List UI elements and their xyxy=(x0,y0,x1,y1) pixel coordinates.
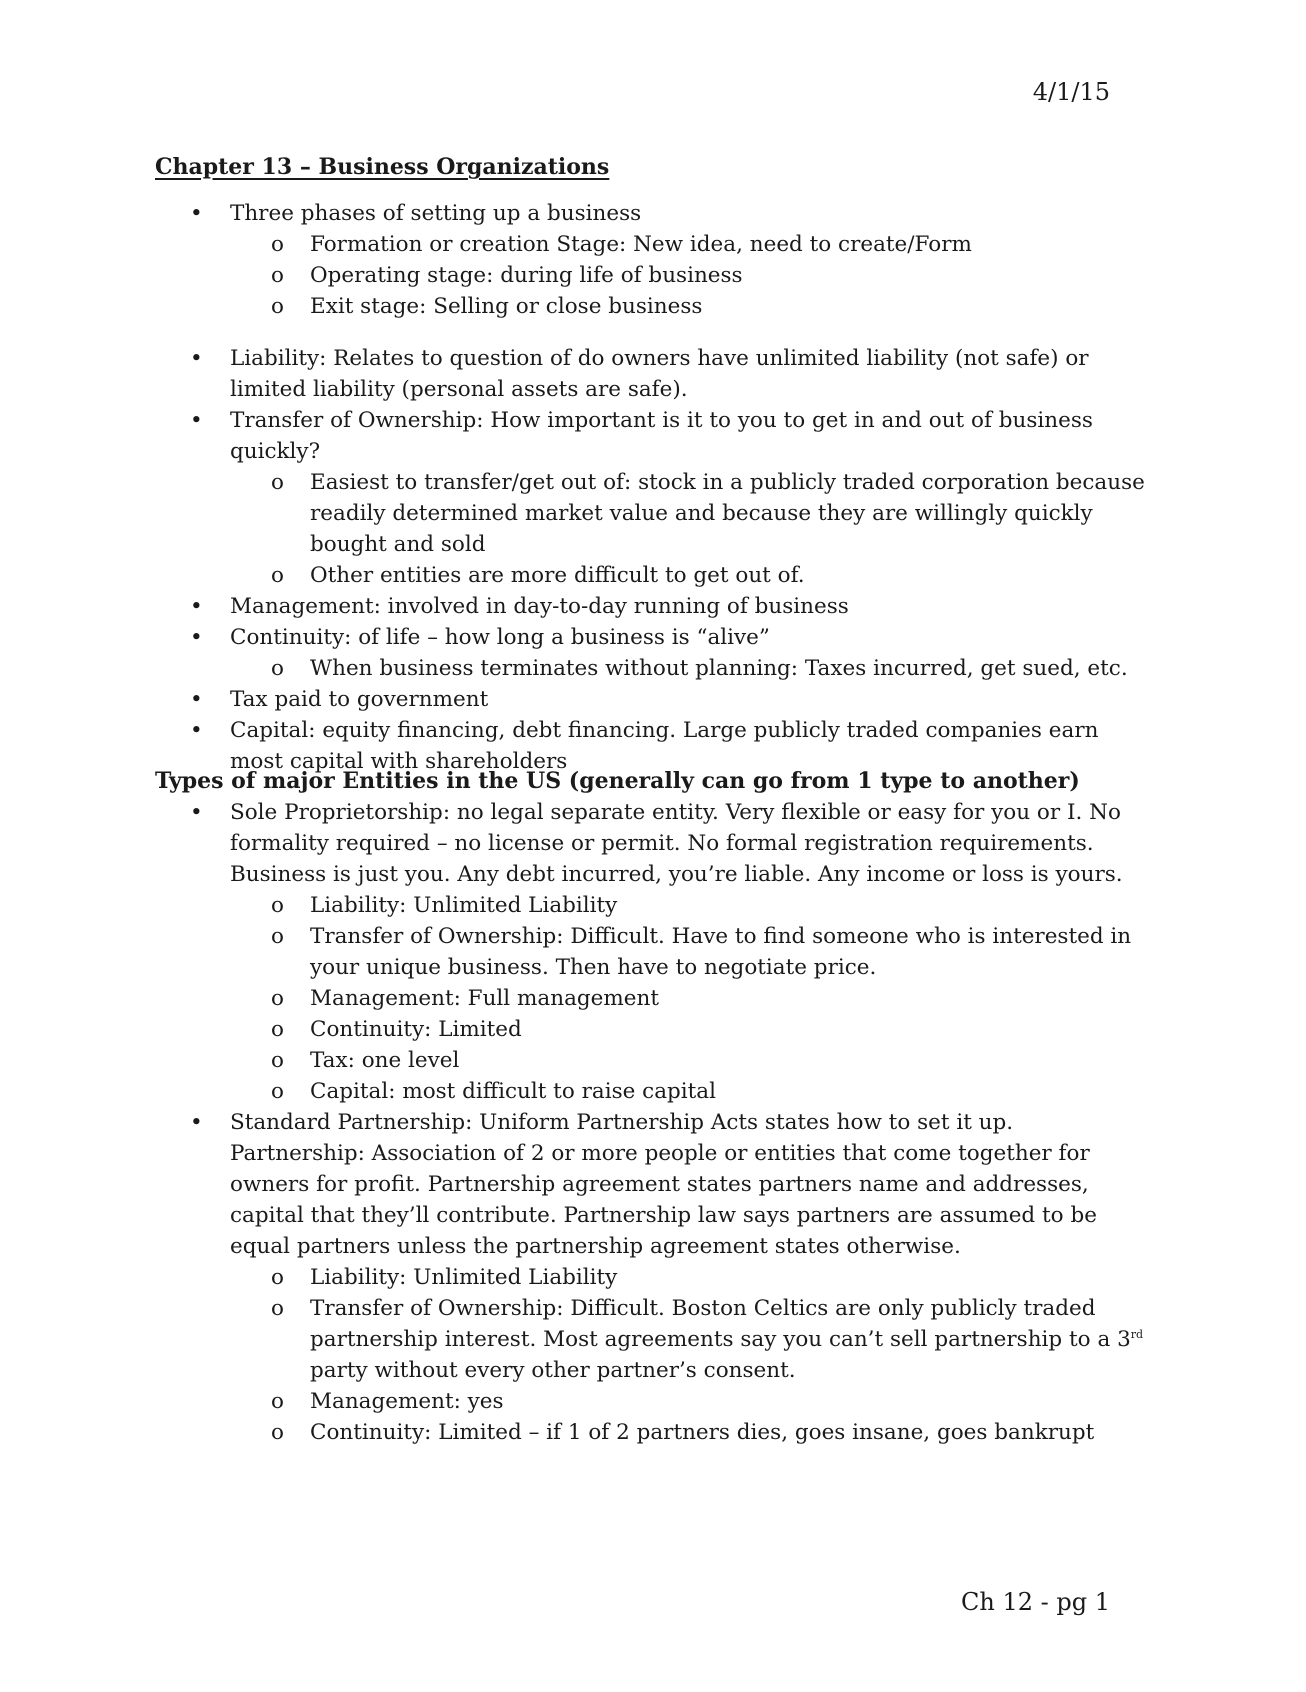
bullet-item: • Sole Proprietorship: no legal separate entity. Very flexible or easy for you or I. No formality required – no license or permit. No formal registration requirements. Business is just you. Any debt incurred, you’re liable. Any income or loss is yours. xyxy=(155,797,1145,890)
sub-bullet-item: o Operating stage: during life of business xyxy=(155,260,1145,291)
sub-bullet-item: o When business terminates without planning: Taxes incurred, get sued, etc. xyxy=(155,653,1145,684)
sub-bullet-item: o Formation or creation Stage: New idea, need to create/Form xyxy=(155,229,1145,260)
page-title: Chapter 13 – Business Organizations xyxy=(155,154,610,180)
sub-bullet-item: o Management: yes xyxy=(155,1386,1145,1417)
bullet-item: • Standard Partnership: Uniform Partnership Acts states how to set it up. Partnership: Association of 2 or more people or entities that come together for owners for profit. Partnership agreement states partners name and addresses, capital that they’ll contribute. Partnership law says partners are assumed to be equal partners unless the partnership agreement states otherwise. xyxy=(155,1107,1145,1262)
bullet-item: • Liability: Relates to question of do owners have unlimited liability (not safe) or limited liability (personal assets are safe). xyxy=(155,343,1145,405)
sub-bullet-item: o Transfer of Ownership: Difficult. Have to find someone who is interested in your unique business. Then have to negotiate price. xyxy=(155,921,1145,983)
bullet-item: • Three phases of setting up a business xyxy=(155,198,1145,229)
sub-bullet-item xyxy=(155,1293,1145,1386)
sub-bullet-item: o Liability: Unlimited Liability xyxy=(155,890,1145,921)
date: 4/1/15 xyxy=(1032,78,1110,106)
bullet-item: • Tax paid to government xyxy=(155,684,1145,715)
bullet-list xyxy=(155,343,1145,777)
sub-bullet-item: o Continuity: Limited – if 1 of 2 partners dies, goes insane, goes bankrupt xyxy=(155,1417,1145,1448)
sub-bullet-item: o Easiest to transfer/get out of: stock in a publicly traded corporation because readily determined market value and because they are willingly quickly bought and sold xyxy=(155,467,1145,560)
bullet-item: • Continuity: of life – how long a business is “alive” xyxy=(155,622,1145,653)
page-footer: Ch 12 - pg 1 xyxy=(961,1588,1110,1616)
ordinal-suffix: rd xyxy=(1130,1327,1144,1341)
section-factors xyxy=(155,343,1145,777)
sub-bullet-item: o Liability: Unlimited Liability xyxy=(155,1262,1145,1293)
sub-bullet-item: o Tax: one level xyxy=(155,1045,1145,1076)
sub-bullet-item: o Management: Full management xyxy=(155,983,1145,1014)
sub-bullet-item: o Continuity: Limited xyxy=(155,1014,1145,1045)
section-entities xyxy=(155,766,1145,1448)
sub-bullet-item: o Capital: most difficult to raise capital xyxy=(155,1076,1145,1107)
sub-bullet-item: o Other entities are more difficult to get out of. xyxy=(155,560,1145,591)
sub-text-end: party without every other partner’s consent. xyxy=(310,1358,796,1383)
bullet-item: • Management: involved in day-to-day running of business xyxy=(155,591,1145,622)
sub-bullet-item: o Exit stage: Selling or close business xyxy=(155,291,1145,322)
bullet-item: • Transfer of Ownership: How important is it to you to get in and out of business quickly? xyxy=(155,405,1145,467)
sub-text-start: Transfer of Ownership: Difficult. Boston Celtics are only publicly traded partnership interest. Most agreements say you can’t sell partnership to a 3 xyxy=(310,1296,1131,1352)
bullet-item: • Capital: equity financing, debt financing. Large publicly traded companies earn most capital with shareholders xyxy=(155,715,1145,777)
bullet-list xyxy=(155,797,1145,1448)
section-phases xyxy=(155,198,1145,322)
section-heading: Types of major Entities in the US (generally can go from 1 type to another) xyxy=(155,768,1080,794)
bullet-list xyxy=(155,198,1145,322)
